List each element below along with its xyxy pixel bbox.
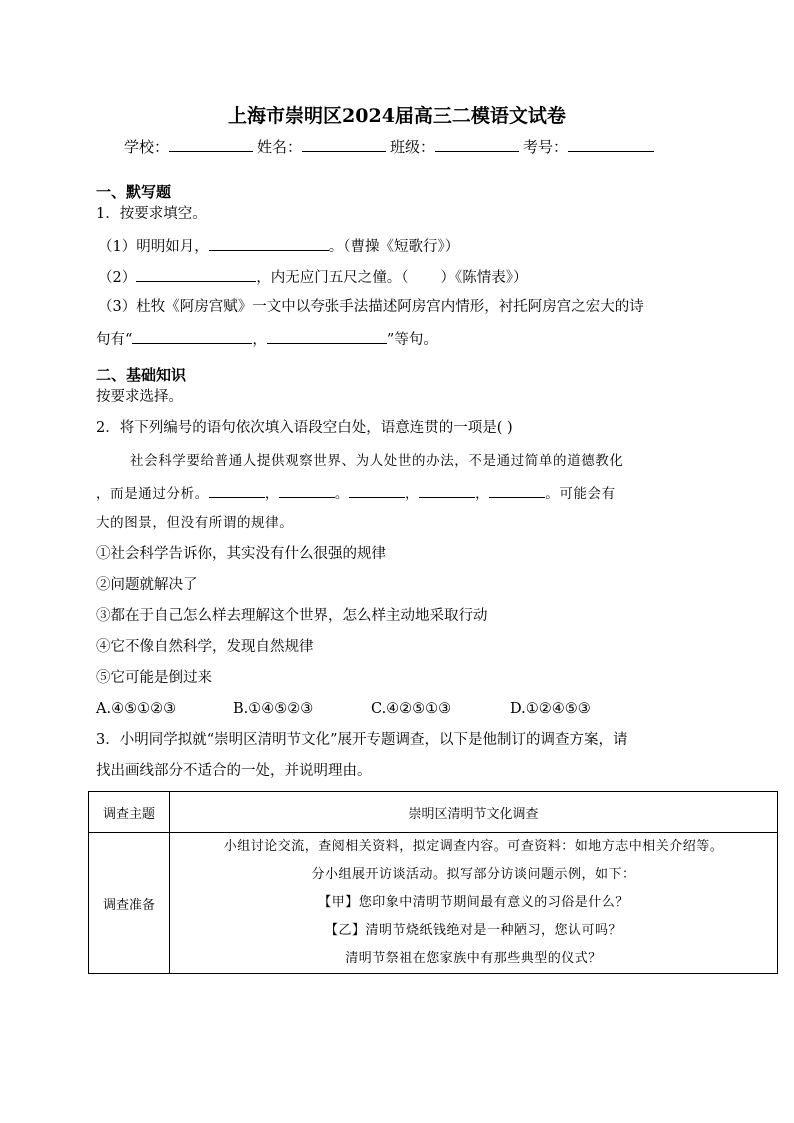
q2-stem: 2．将下列编号的语句依次填入语段空白处，语意连贯的一项是( )	[96, 420, 513, 436]
section2-instruction: 按要求选择。	[96, 389, 183, 405]
section-heading-dictation: 一、默写题	[96, 183, 172, 201]
q1-1-text-b: 。（曹操《短歌行》）	[328, 239, 460, 255]
passage-line-3: 大的图景，但没有所谓的规律。	[96, 515, 294, 531]
passage-blank-2	[279, 482, 335, 498]
prep-line-4: 【乙】清明节烧纸钱绝对是一种陋习，您认可吗？	[324, 923, 622, 938]
q1-2	[98, 266, 527, 288]
school-label: 学校：	[124, 138, 170, 156]
passage-sep: ，	[405, 486, 420, 502]
passage-sep: 。可能会有	[545, 486, 616, 502]
class-label: 班级：	[390, 138, 436, 156]
q2-item-5: ⑤它可能是倒过来	[96, 670, 212, 686]
q1-1	[98, 235, 459, 257]
school-blank[interactable]	[169, 137, 253, 152]
q2-item-4: ④它不像自然科学，发现自然规律	[96, 639, 314, 655]
q1-2-blank[interactable]	[136, 266, 256, 282]
name-blank[interactable]	[302, 137, 386, 152]
section-heading-basic-knowledge: 二、基础知识	[96, 366, 187, 384]
q1-2-text-c: ）《陈情表》）	[440, 270, 528, 286]
q2-option-c[interactable]: C.④②⑤①③	[371, 701, 452, 717]
exam-title: 上海市崇明区2024届高三二模语文试卷	[228, 105, 566, 127]
q2-option-d[interactable]: D.①②④⑤③	[510, 701, 591, 717]
passage-line-2	[96, 482, 616, 504]
passage-blank-4	[419, 482, 475, 498]
survey-plan-table	[88, 791, 778, 974]
passage-sep: 。	[334, 486, 350, 502]
q2-option-a[interactable]: A.④⑤①②③	[96, 701, 177, 717]
prep-label-cell: 调查准备	[89, 833, 170, 974]
q1-3-blank-1[interactable]	[132, 328, 252, 344]
q1-1-blank[interactable]	[209, 235, 329, 251]
passage-blank-5	[489, 482, 545, 498]
q3-stem-line-1: 3．小明同学拟就“崇明区清明节文化”展开专题调查，以下是他制订的调查方案，请	[96, 732, 628, 748]
exam-number-label: 考号：	[523, 138, 569, 156]
q2-item-2: ②问题就解决了	[96, 577, 198, 593]
q1-1-text-a: （1）明明如月，	[98, 239, 209, 255]
passage-line-1: 社会科学要给普通人提供观察世界、为人处世的办法，不是通过简单的道德教化	[130, 453, 624, 469]
passage-sep: ，	[264, 486, 279, 502]
passage-blank-1	[209, 482, 265, 498]
prep-line-3: 【甲】您印象中清明节期间最有意义的习俗是什么？	[318, 895, 629, 910]
passage-blank-3	[349, 482, 405, 498]
q1-3-text-a: 句有“	[96, 332, 133, 348]
prep-line-5: 清明节祭祖在您家族中有那些典型的仪式？	[345, 951, 602, 966]
q1-stem: 1．按要求填空。	[96, 206, 207, 222]
q2-option-b[interactable]: B.①④⑤②③	[233, 701, 314, 717]
prep-line-1: 小组讨论交流，查阅相关资料，拟定调查内容。可查资料：如地方志中相关介绍等。	[223, 839, 724, 854]
student-info-fields	[124, 137, 658, 157]
table-row	[89, 833, 778, 974]
passage-text: ，而是通过分析。	[96, 486, 209, 502]
exam-number-blank[interactable]	[568, 137, 654, 152]
q1-3-text-c: ”等句。	[386, 332, 438, 348]
q1-3-line2	[96, 328, 438, 350]
table-row	[89, 792, 778, 833]
q1-3-line1: （3）杜牧《阿房宫赋》一文中以夸张手法描述阿房宫内情形，衬托阿房宫之宏大的诗	[98, 299, 644, 315]
topic-value-cell: 崇明区清明节文化调查	[170, 792, 778, 833]
prep-content-cell	[170, 833, 778, 974]
q3-stem-line-2: 找出画线部分不适合的一处，并说明理由。	[96, 763, 372, 779]
q2-item-3: ③都在于自己怎么样去理解这个世界，怎么样主动地采取行动	[96, 608, 488, 624]
name-label: 姓名：	[257, 138, 303, 156]
topic-label-cell: 调查主题	[89, 792, 170, 833]
q2-item-1: ①社会科学告诉你，其实没有什么很强的规律	[96, 546, 386, 562]
prep-line-2: 分小组展开访谈活动。拟写部分访谈问题示例，如下：	[311, 867, 636, 882]
class-blank[interactable]	[435, 137, 519, 152]
q1-3-text-b: ，	[252, 332, 267, 348]
q1-2-text-b: ，内无应门五尺之僮。（	[256, 270, 409, 286]
passage-sep: ，	[475, 486, 490, 502]
q1-2-text-a: （2）	[98, 270, 137, 286]
q1-3-blank-2[interactable]	[267, 328, 387, 344]
